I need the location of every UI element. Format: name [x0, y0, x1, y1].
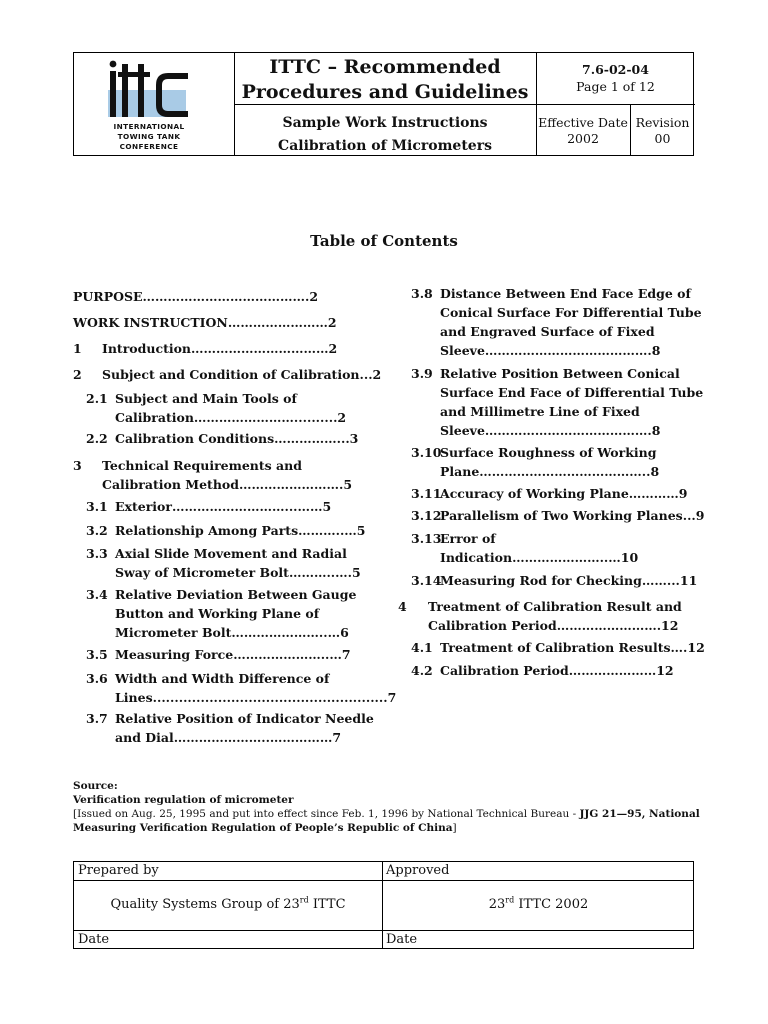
toc-entry-number: 3.4: [86, 587, 108, 602]
toc-entry-number: 3.11: [411, 486, 442, 501]
toc-entry-line: Button and Working Plane of: [115, 606, 320, 621]
toc-entry-line: PURPOSE………………………………….2: [73, 289, 319, 304]
approved-label: Approved: [386, 863, 450, 878]
toc-entry-number: 3.7: [86, 711, 108, 726]
revision: [630, 115, 695, 147]
document-title: [234, 55, 536, 105]
prepared-by-text-end: ITTC: [308, 897, 346, 912]
toc-entry-line: Sleeve………………………………….8: [440, 423, 661, 438]
source-detail-close: ]: [452, 822, 457, 834]
toc-entry-line: Sway of Micrometer Bolt………..….5: [115, 565, 361, 580]
source-label: Source:: [73, 780, 118, 792]
revision-value: 00: [654, 131, 671, 146]
toc-entry-line: and Engraved Surface of Fixed: [440, 324, 655, 339]
ordinal-suffix: rd: [299, 895, 309, 905]
source-detail-text: [Issued on Aug. 25, 1995 and put into effect since Feb. 1, 1996 by National Technical Bureau -: [73, 808, 580, 820]
effective-date: [536, 115, 630, 147]
toc-entry-line: Surface Roughness of Working: [440, 445, 657, 460]
date-label-approved: Date: [386, 932, 418, 947]
toc-entry-line: Calibration Method…………………….5: [102, 477, 353, 492]
source-detail-line: [73, 821, 713, 835]
toc-entry-line: Exterior………………………...……5: [115, 499, 332, 514]
source-note: [73, 779, 713, 835]
page-indicator: Page 1 of 12: [576, 79, 655, 94]
toc-entry-number: 3.2: [86, 523, 108, 538]
toc-entry-line: Micrometer Bolt…………………..…6: [115, 625, 349, 640]
toc-entry-number: 2.2: [86, 431, 108, 446]
toc-entry-line: Surface End Face of Differential Tube: [440, 385, 704, 400]
approval-table: [73, 861, 694, 949]
footer-divider: [74, 880, 693, 881]
title-line: ITTC – Recommended: [269, 56, 501, 78]
toc-entry-line: Technical Requirements and: [102, 458, 302, 473]
toc-entry-number: 3: [73, 458, 82, 473]
document-number: 7.6-02-04: [582, 62, 649, 77]
toc-entry-line: Axial Slide Movement and Radial: [115, 546, 347, 561]
date-label-prepared: Date: [78, 932, 110, 947]
source-detail-line: [73, 807, 713, 821]
toc-entry-line: Parallelism of Two Working Planes...9: [440, 508, 705, 523]
toc-entry-line: Relative Position Between Conical: [440, 366, 680, 381]
document-header-table: [73, 52, 694, 156]
toc-entry-line: Lines......................................................7: [115, 690, 397, 705]
toc-entry-line: Error of: [440, 531, 496, 546]
source-title: Verification regulation of micrometer: [73, 794, 294, 806]
toc-entry-number: 4.2: [411, 663, 433, 678]
toc-entry-line: WORK INSTRUCTION……………………2: [73, 315, 337, 330]
source-regulation-code: JJG 21—95, National: [579, 808, 700, 820]
toc-entry-line: Width and Width Difference of: [115, 671, 330, 686]
toc-entry-line: Relative Position of Indicator Needle: [115, 711, 374, 726]
revision-label: Revision: [635, 115, 690, 130]
prepared-by-label: Prepared by: [78, 863, 159, 878]
toc-entry-line: Calibration Period…………………….12: [428, 618, 679, 633]
toc-entry-line: Treatment of Calibration Result and: [428, 599, 682, 614]
toc-entry-line: Subject and Condition of Calibration...2: [102, 367, 382, 382]
toc-entry-line: Calibration……………………..........2: [115, 410, 347, 425]
title-line: Procedures and Guidelines: [241, 81, 529, 103]
toc-entry-number: 4.1: [411, 640, 433, 655]
toc-entry-number: 3.1: [86, 499, 108, 514]
toc-entry-line: Accuracy of Working Plane…………9: [440, 486, 688, 501]
toc-entry-line: Plane…………………………………..8: [440, 464, 660, 479]
toc-entry-number: 3.5: [86, 647, 108, 662]
logo-org-line: INTERNATIONAL: [113, 122, 185, 131]
prepared-by-value: [74, 896, 382, 914]
subtitle-line: Calibration of Micrometers: [278, 138, 492, 154]
toc-entry-line: Sleeve………………………………….8: [440, 343, 661, 358]
logo-org-line: TOWING TANK: [117, 132, 181, 141]
toc-entry-number: 3.12: [411, 508, 442, 523]
logo-org-line: CONFERENCE: [119, 142, 179, 151]
toc-title: Table of Contents: [310, 232, 458, 250]
toc-entry-line: Distance Between End Face Edge of: [440, 286, 691, 301]
toc-entry-number: 3.9: [411, 366, 433, 381]
ordinal-suffix: rd: [505, 895, 515, 905]
toc-entry-line: Indication…………………..…10: [440, 550, 639, 565]
document-subtitle: [234, 112, 536, 158]
toc-entry-number: 4: [398, 599, 407, 614]
toc-entry-line: Conical Surface For Differential Tube: [440, 305, 702, 320]
approved-text-end: ITTC 2002: [514, 897, 589, 912]
toc-entry-number: 3.8: [411, 286, 433, 301]
toc-entry-number: 3.13: [411, 531, 442, 546]
toc-entry-number: 2.1: [86, 391, 108, 406]
effective-date-label: Effective Date: [538, 115, 628, 130]
ittc-logo-glyphs: [104, 59, 194, 119]
toc-entry-line: Measuring Rod for Checking……...11: [440, 573, 698, 588]
toc-entry-line: Relative Deviation Between Gauge: [115, 587, 357, 602]
toc-entry-line: Treatment of Calibration Results….12: [440, 640, 705, 655]
toc-entry-line: and Dial…………………..……………7: [115, 730, 342, 745]
ittc-logo: [104, 59, 194, 151]
toc-entry-number: 1: [73, 341, 82, 356]
toc-entry-number: 3.6: [86, 671, 108, 686]
toc-entry-line: Calibration Conditions……………...3: [115, 431, 359, 446]
toc-entry-line: Relationship Among Parts………..…5: [115, 523, 366, 538]
toc-entry-number: 3.14: [411, 573, 442, 588]
toc-entry-line: Measuring Force…………………..…7: [115, 647, 351, 662]
approved-text: 23: [488, 897, 506, 912]
toc-entry-number: 3.3: [86, 546, 108, 561]
approved-value: [382, 896, 695, 914]
toc-entry-line: Subject and Main Tools of: [115, 391, 297, 406]
toc-entry-line: Introduction……………………………2: [102, 341, 338, 356]
subtitle-line: Sample Work Instructions: [282, 115, 488, 131]
effective-date-value: 2002: [567, 131, 599, 146]
source-regulation-name: Measuring Verification Regulation of People’s Republic of China: [73, 822, 453, 834]
toc-entry-line: and Millimetre Line of Fixed: [440, 404, 640, 419]
prepared-by-text: Quality Systems Group of 23: [110, 897, 300, 912]
toc-entry-line: Calibration Period…………………12: [440, 663, 674, 678]
toc-entry-number: 3.10: [411, 445, 442, 460]
toc-entry-number: 2: [73, 367, 82, 382]
